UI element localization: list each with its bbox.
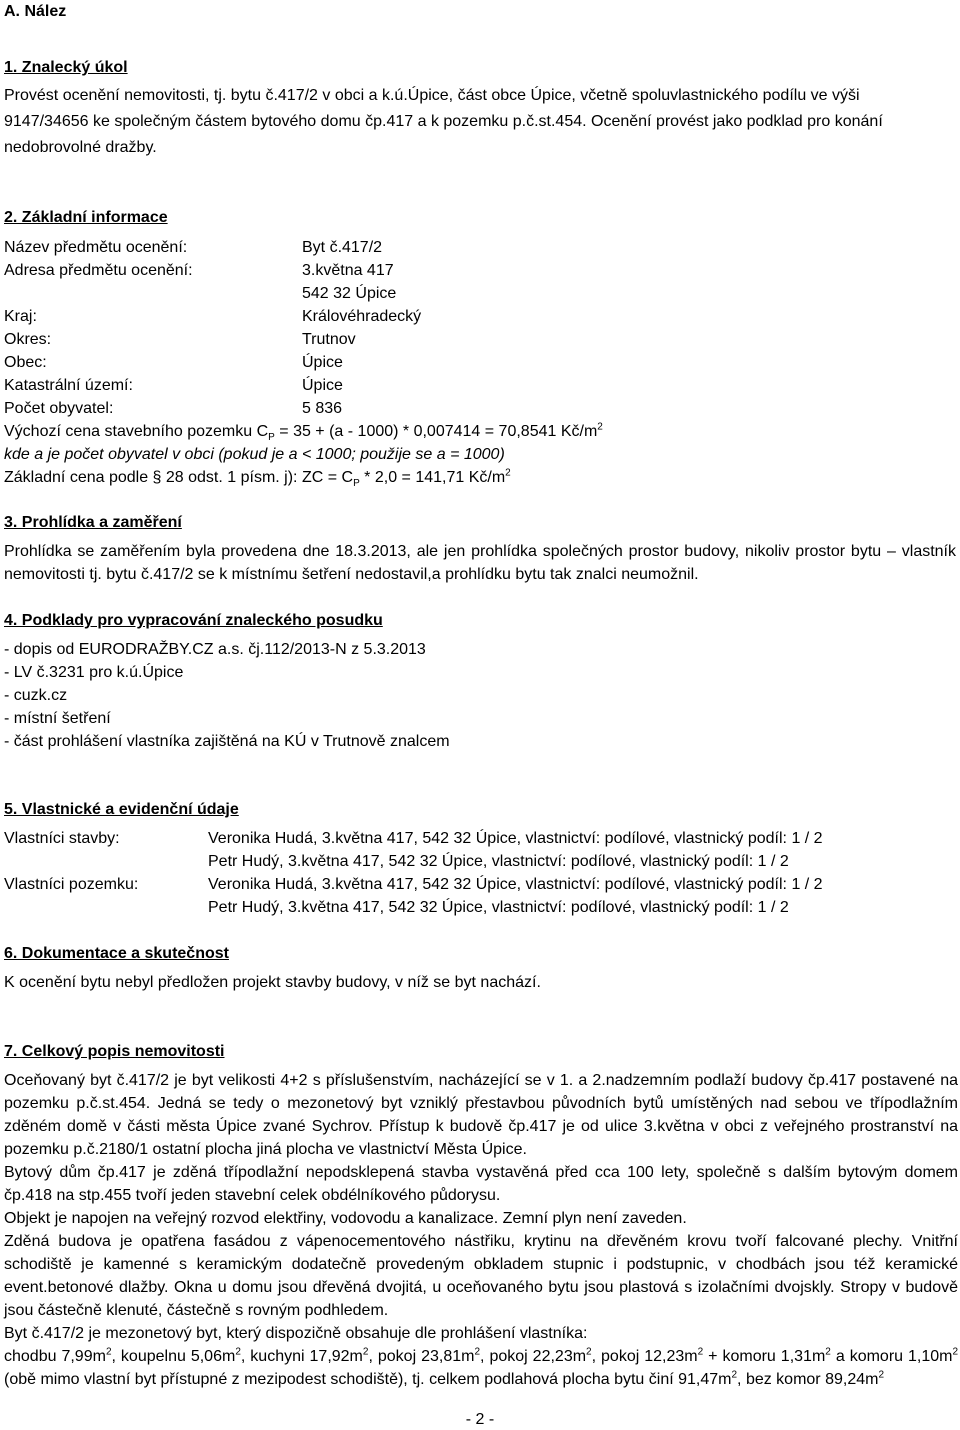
heading-celkovy-popis: 7. Celkový popis nemovitosti <box>4 1043 225 1060</box>
formula-note: kde a je počet obyvatel v obci (pokud je a < 1000; použije se a = 1000) <box>4 446 505 463</box>
info-value: Byt č.417/2 <box>302 239 383 256</box>
info-label: Obec: <box>4 354 47 371</box>
task-line-3: nedobrovolné dražby. <box>4 139 157 156</box>
formula-zc: Základní cena podle § 28 odst. 1 písm. j): ZC = $C_P * 2,0 = 141,71$ $Kč/m^2$ <box>4 467 511 490</box>
owner-entry: Veronika Hudá, 3.května 417, 542 32 Úpice, vlastnictví: podílové, vlastnický podíl: 1 / 2 <box>208 876 823 893</box>
heading-prohlidka: 3. Prohlídka a zaměření <box>4 514 182 531</box>
info-value: Královéhradecký <box>302 308 422 325</box>
documentation-text: K ocenění bytu nebyl předložen projekt stavby budovy, v níž se byt nachází. <box>4 974 541 991</box>
list-item: - místní šetření <box>4 710 111 727</box>
description-paragraph: Zděná budova je opatřena fasádou z vápenocementového nástřiku, krytinu na dřevěném krovu tvoří falcované plechy. Vnitřní schodiště je kamenné s keramickým dodatečně provedeným obkladem stupnic i podstupnic, v chodbách jsou též keramické event.betonové dlažby. Okna u domu jsou dřevěná dvojitá, u oceňovaného bytu jsou plastová s izolačními dvojskly. Stropy v budově jsou částečně klenuté, částečně s rovným podhledem. <box>4 1233 958 1319</box>
info-value: 542 32 Úpice <box>302 285 397 302</box>
heading-podklady: 4. Podklady pro vypracování znaleckého posudku <box>4 612 383 629</box>
page-number: - 2 - <box>465 1411 495 1428</box>
heading-znalecky-ukol: 1. Znalecký úkol <box>4 59 128 76</box>
owner-entry: Veronika Hudá, 3.května 417, 542 32 Úpice, vlastnictví: podílové, vlastnický podíl: 1 / 2 <box>208 830 823 847</box>
info-label: Okres: <box>4 331 52 348</box>
description-body <box>4 1069 958 1391</box>
description-paragraph: Oceňovaný byt č.417/2 je byt velikosti 4+2 s příslušenstvím, nacházející se v 1. a 2.nadzemním podlaží budovy čp.417 postavené na pozemku p.č.st.454. Jedná se tedy o mezonetový byt vzniklý přestavbou původních bytů umístěných nad sebou ve třípodlažním zděném domě v části města Úpice zvané Sychrov. Přístup k budově čp.417 je od ulice 3.května v obci z veřejného prostranství na pozemku p.č.2180/1 ostatní plocha jiná plocha ve vlastnictví Města Úpice. <box>4 1072 958 1158</box>
list-item: - dopis od EURODRAŽBY.CZ a.s. čj.112/2013-N z 5.3.2013 <box>4 641 426 658</box>
info-label: Adresa předmětu ocenění: <box>4 262 193 279</box>
owner-entry: Petr Hudý, 3.května 417, 542 32 Úpice, vlastnictví: podílové, vlastnický podíl: 1 / 2 <box>208 853 789 870</box>
inspection-line-1: Prohlídka se zaměřením byla provedena dne 18.3.2013, ale jen prohlídka společných prostor budovy, nikoliv prostor bytu – vlastník <box>4 543 956 560</box>
list-item: - cuzk.cz <box>4 687 68 704</box>
task-line-1: Provést ocenění nemovitosti, tj. bytu č.417/2 v obci a k.ú.Úpice, část obce Úpice, včetně spoluvlastnického podílu ve výši <box>4 87 860 104</box>
info-value: Úpice <box>302 377 343 394</box>
heading-vlastnicke-udaje: 5. Vlastnické a evidenční údaje <box>4 801 239 818</box>
info-label: Název předmětu ocenění: <box>4 239 188 256</box>
owners-building-label: Vlastníci stavby: <box>4 830 120 847</box>
description-paragraph: Objekt je napojen na veřejný rozvod elektřiny, vodovodu a kanalizace. Zemní plyn není zaveden. <box>4 1210 687 1227</box>
list-item: - LV č.3231 pro k.ú.Úpice <box>4 664 184 681</box>
inspection-line-2: nemovitosti tj. bytu č.417/2 se k místnímu šetření nedostavil,a prohlídku bytu tak znalci neumožnil. <box>4 566 699 583</box>
owner-entry: Petr Hudý, 3.května 417, 542 32 Úpice, vlastnictví: podílové, vlastnický podíl: 1 / 2 <box>208 899 789 916</box>
info-label: Katastrální území: <box>4 377 133 394</box>
info-value: 3.května 417 <box>302 262 394 279</box>
owners-land-label: Vlastníci pozemku: <box>4 876 139 893</box>
section-title: A. Nález <box>4 3 67 20</box>
info-label: Počet obyvatel: <box>4 400 114 417</box>
description-paragraph: Bytový dům čp.417 je zděná třípodlažní nepodsklepená stavba vystavěná před cca 100 lety, společně s dalším bytovým domem čp.418 na stp.455 tvoří jeden stavební celek obdélníkového půdorysu. <box>4 1164 958 1204</box>
info-label: Kraj: <box>4 308 37 325</box>
info-value: 5 836 <box>302 400 343 417</box>
task-line-2: 9147/34656 ke společným částem bytového domu čp.417 a k pozemku p.č.st.454. Ocenění provést jako podklad pro konání <box>4 113 883 130</box>
heading-dokumentace: 6. Dokumentace a skutečnost <box>4 945 229 962</box>
formula-base-price: Výchozí cena stavebního pozemku $C_P = 35 + (a - 1000) * 0,007414 = 70,8541$ $Kč/m^2$ <box>4 421 603 444</box>
info-value: Trutnov <box>302 331 356 348</box>
list-item: - část prohlášení vlastníka zajištěná na KÚ v Trutnově znalcem <box>4 733 450 750</box>
room-list: chodbu $7,99m^2$, koupelnu $5,06m^2$, kuchyni $17,92m^2$, pokoj $23,81m^2$, pokoj $22,23m^2$, pokoj $12,23m^2$ + komoru $1,31m^2$ a komoru $1,10m^2$ (obě mimo vlastní byt přístupné z mezipodest schodiště), tj. celkem podlahová plocha bytu činí $91,47m^2$, bez komor $89,24m^2$ <box>4 1346 959 1388</box>
info-value: Úpice <box>302 354 343 371</box>
heading-zakladni-informace: 2. Základní informace <box>4 209 168 226</box>
description-paragraph: Byt č.417/2 je mezonetový byt, který dispozičně obsahuje dle prohlášení vlastníka: <box>4 1325 588 1342</box>
